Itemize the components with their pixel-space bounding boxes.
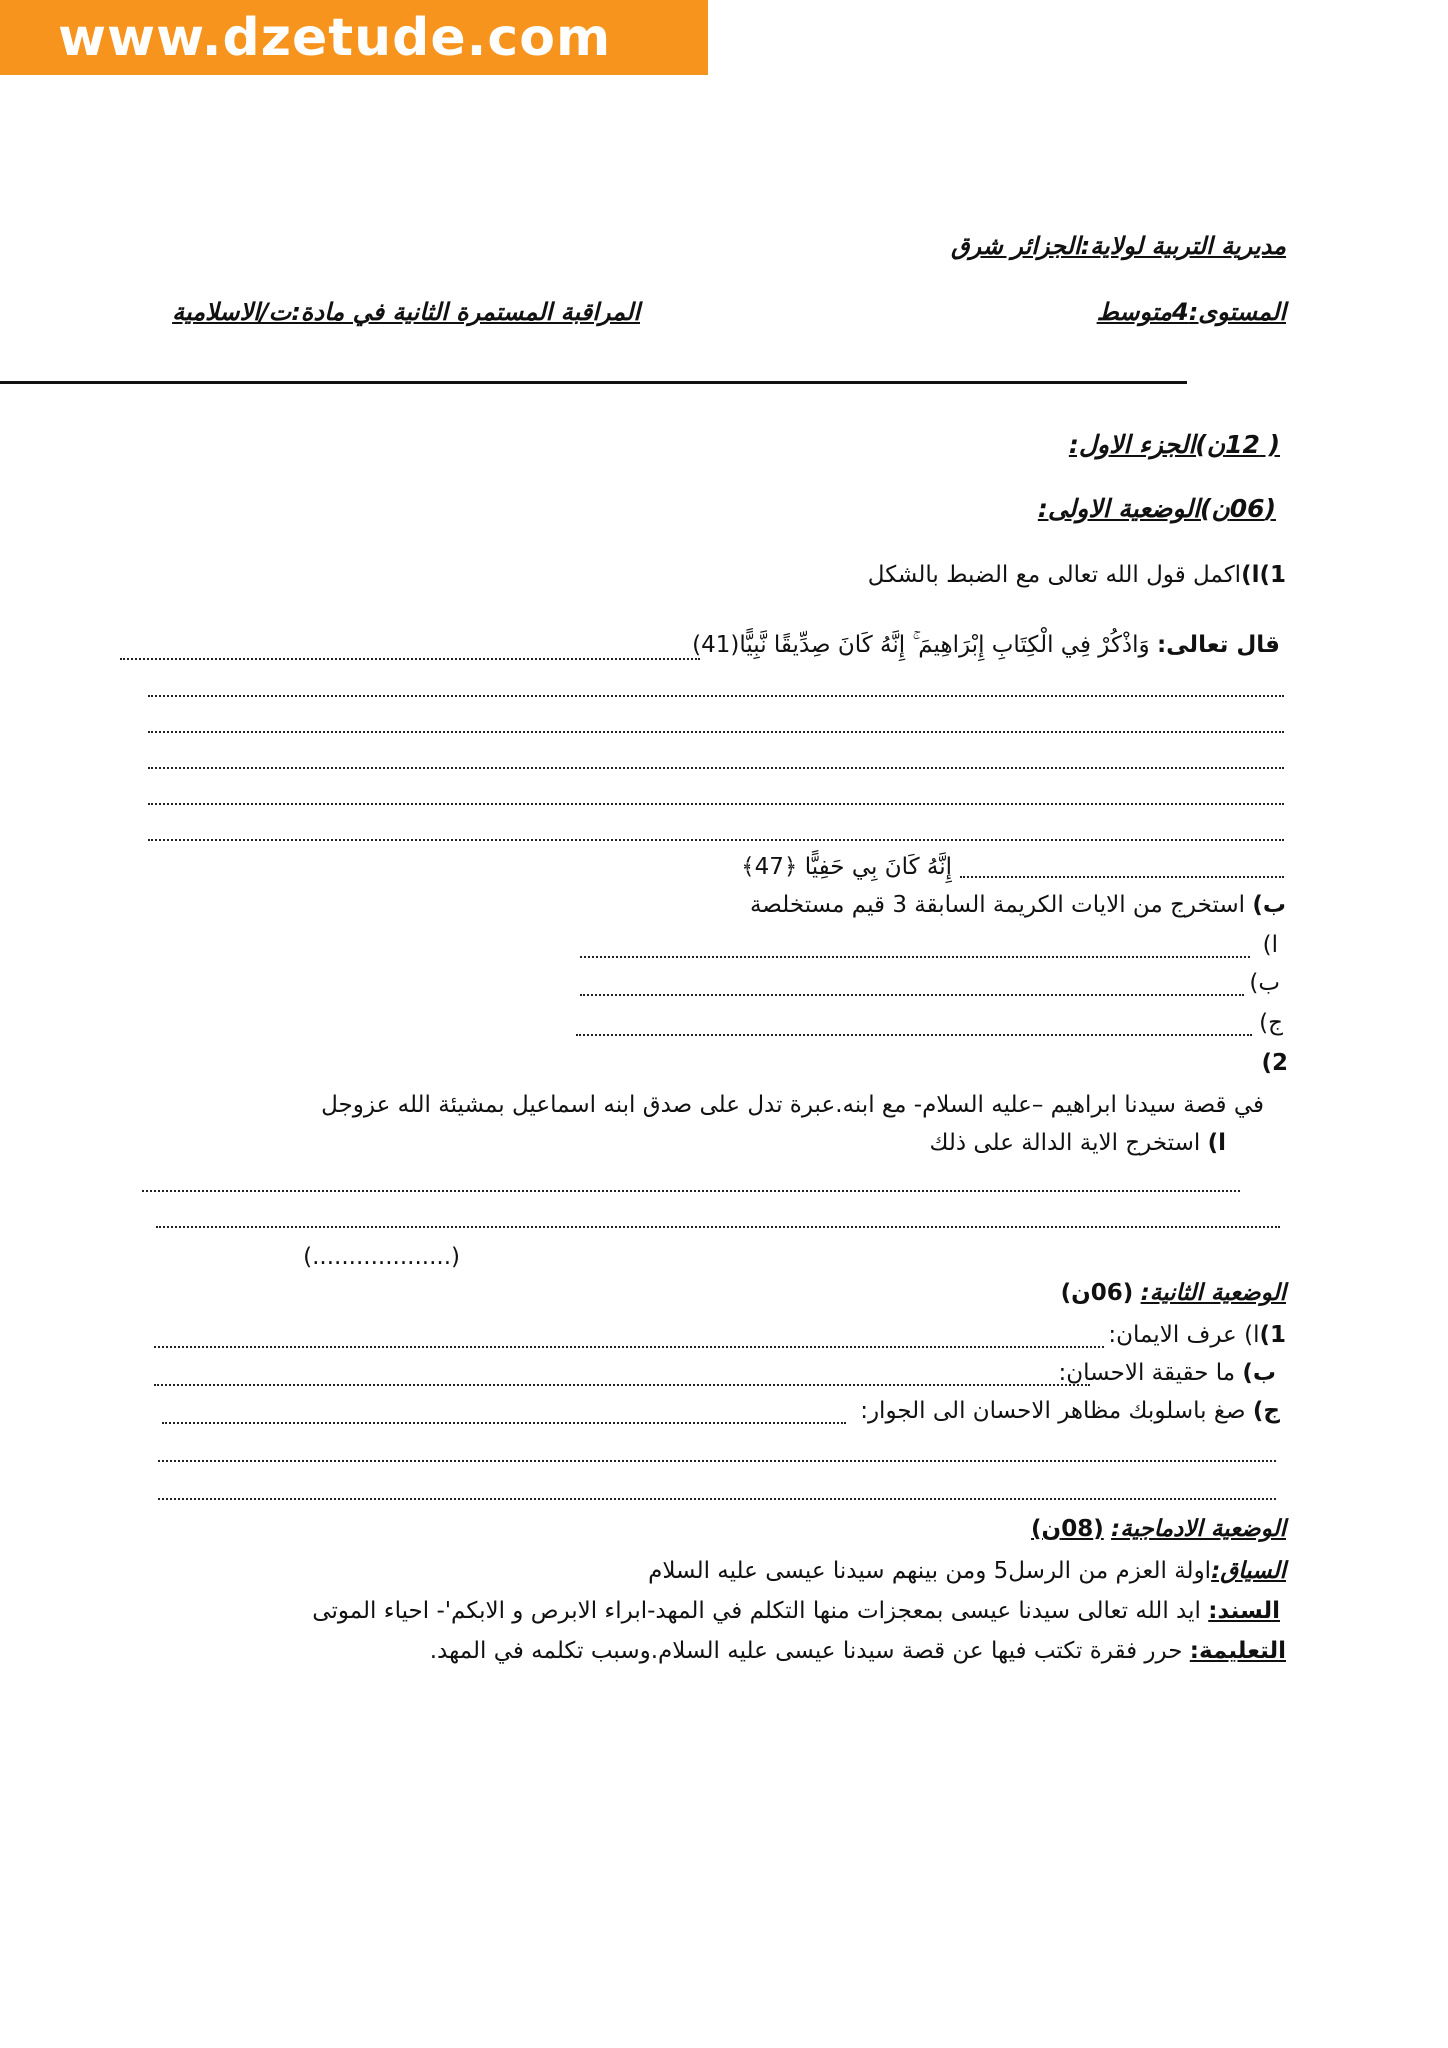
q1a-text: اكمل قول الله تعالى مع الضبط بالشكل	[867, 562, 1242, 588]
q-faith-text: ا) عرف الايمان:	[1108, 1322, 1260, 1348]
answer-line[interactable]	[148, 695, 1284, 697]
situation1-title: (06ن)الوضعية الاولى:	[1037, 494, 1276, 523]
situation2-title-row	[1061, 1280, 1286, 1306]
q2a	[929, 1130, 1226, 1156]
q-ihsan-label: ب)	[1242, 1360, 1276, 1386]
q-neighbor-text: صغ باسلوبك مظاهر الاحسان الى الجوار:	[860, 1398, 1246, 1424]
answer-line[interactable]	[960, 876, 1284, 878]
q-faith	[1108, 1322, 1286, 1348]
site-url: www.dzetude.com	[58, 8, 612, 68]
answer-line[interactable]	[142, 1190, 1240, 1192]
context-text: اولة العزم من الرسل5 ومن بينهم سيدنا عيسى عليه السلام	[648, 1558, 1212, 1584]
option-b-label: ب)	[1249, 970, 1280, 996]
verse-label: قال تعالى:	[1156, 632, 1280, 658]
answer-line[interactable]	[148, 767, 1284, 769]
q2a-label: ا)	[1207, 1130, 1226, 1156]
support-text: ايد الله تعالى سيدنا عيسى بمعجزات منها التكلم في المهد-ابراء الابرص و الابكم'- احياء الموتى	[312, 1598, 1201, 1624]
instruction-row	[430, 1638, 1286, 1664]
integration-points: (08ن)	[1031, 1516, 1104, 1542]
q-faith-number: 1)	[1259, 1322, 1286, 1348]
support-label: السند:	[1208, 1598, 1280, 1624]
answer-line[interactable]	[154, 1346, 1104, 1348]
exam-title: المراقبة المستمرة الثانية في مادة:ت/الاسلامية	[172, 298, 640, 326]
answer-line[interactable]	[580, 994, 1244, 996]
q-ihsan-text: ما حقيقة الاحسان:	[1058, 1360, 1236, 1386]
part1-title: ( 12ن)الجزء الاول:	[1068, 430, 1280, 459]
context-label: السياق:	[1211, 1558, 1286, 1584]
directorate-title: مديرية التربية لولاية:الجزائر شرق	[950, 232, 1286, 260]
level-label: المستوى:4متوسط	[1096, 298, 1286, 326]
verse-line	[692, 632, 1280, 658]
instruction-label: التعليمة:	[1189, 1638, 1286, 1664]
support-row	[312, 1598, 1280, 1624]
option-c-label: ج)	[1259, 1010, 1283, 1036]
answer-line[interactable]	[156, 1226, 1280, 1228]
option-a-label: ا)	[1262, 932, 1278, 958]
answer-line[interactable]	[120, 658, 700, 660]
integration-title: الوضعية الادماجية:	[1111, 1516, 1286, 1542]
header-divider	[0, 381, 1187, 384]
answer-line[interactable]	[162, 1422, 846, 1424]
q2a-text: استخرج الاية الدالة على ذلك	[929, 1130, 1201, 1156]
q2-number: 2)	[1261, 1050, 1288, 1076]
answer-line[interactable]	[148, 803, 1284, 805]
answer-line[interactable]	[158, 1460, 1276, 1462]
answer-line[interactable]	[154, 1384, 1090, 1386]
q-neighbor-label: ج)	[1252, 1398, 1280, 1424]
answer-line[interactable]	[576, 1034, 1252, 1036]
q1b	[750, 892, 1286, 918]
verse-start: وَاذْكُرْ فِي الْكِتَابِ إِبْرَاهِيمَ ۚ إِنَّهُ كَانَ صِدِّيقًا نَّبِيًّا(41)	[692, 632, 1150, 658]
q1b-label: ب)	[1252, 892, 1286, 918]
q-neighbor	[860, 1398, 1280, 1424]
answer-line[interactable]	[580, 956, 1250, 958]
q-ihsan	[1058, 1360, 1276, 1386]
situation2-title: الوضعية الثانية:	[1140, 1280, 1286, 1306]
instruction-text: حرر فقرة تكتب فيها عن قصة سيدنا عيسى عليه السلام.وسبب تكلمه في المهد.	[429, 1638, 1183, 1664]
q1b-text: استخرج من الايات الكريمة السابقة 3 قيم مستخلصة	[749, 892, 1246, 918]
verse-end: إِنَّهُ كَانَ بِي حَفِيًّا ﴿47﴾	[741, 854, 952, 880]
q1a-number: 1)ا)	[1241, 562, 1286, 588]
answer-line[interactable]	[158, 1498, 1276, 1500]
integration-title-row	[1031, 1516, 1286, 1542]
situation2-points: (06ن)	[1060, 1280, 1134, 1306]
answer-line[interactable]	[148, 839, 1284, 841]
answer-line[interactable]	[148, 731, 1284, 733]
site-banner	[0, 0, 708, 75]
q1a	[868, 562, 1286, 588]
context-row	[648, 1558, 1286, 1584]
verse-reference-blank[interactable]: (...................)	[303, 1244, 460, 1270]
q2-text: في قصة سيدنا ابراهيم –عليه السلام- مع ابنه.عبرة تدل على صدق ابنه اسماعيل بمشيئة الله عزوجل	[321, 1092, 1264, 1118]
